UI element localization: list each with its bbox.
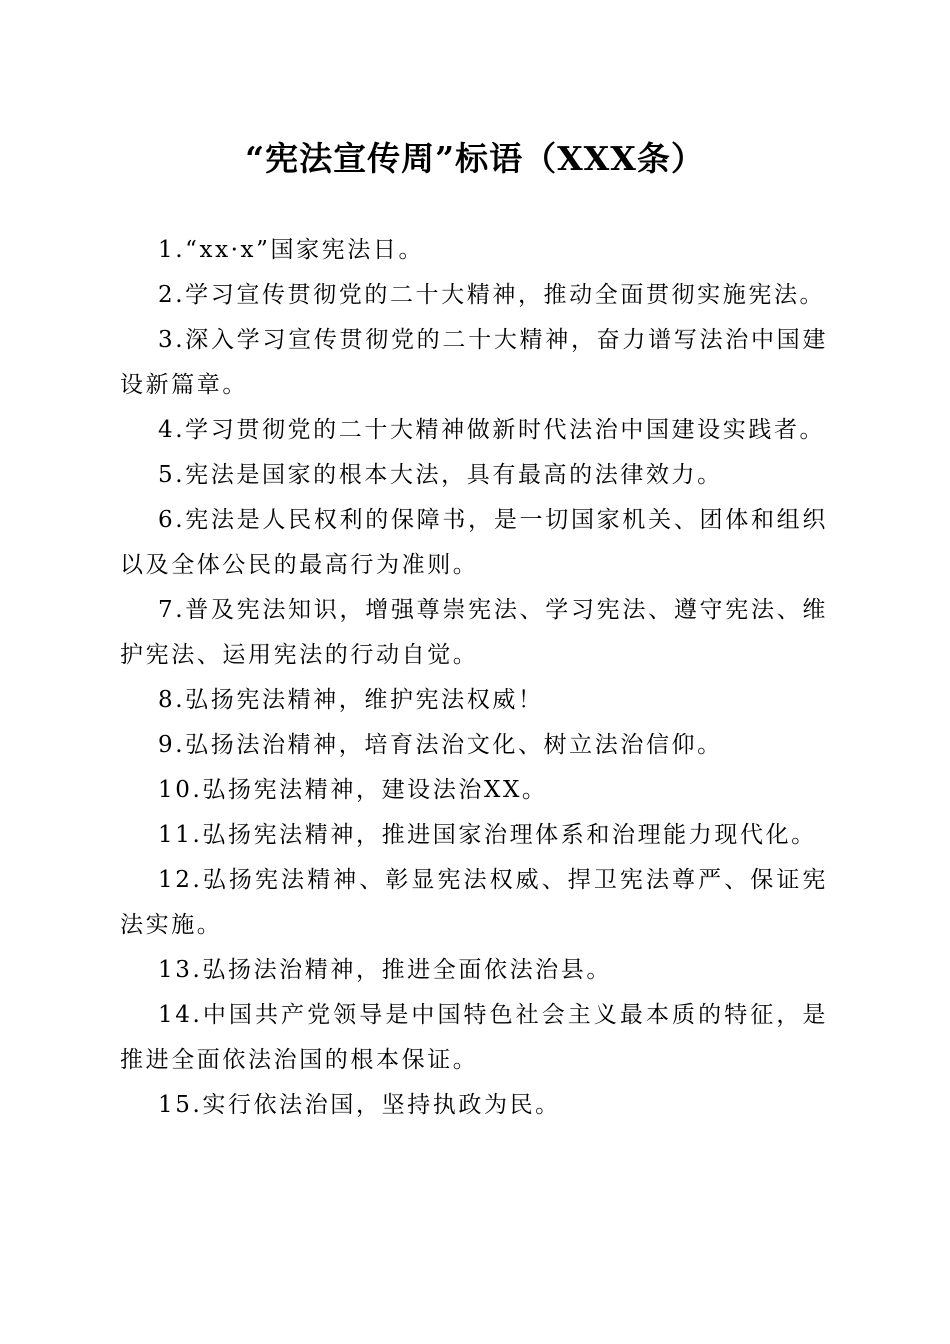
slogan-item-4: 4.学习贯彻党的二十大精神做新时代法治中国建设实践者。 [158,417,826,443]
slogan-item-15: 15.实行依法治国，坚持执政为民。 [158,1092,561,1118]
slogan-item-12: 12.弘扬宪法精神、彰显宪法权威、捍卫宪法尊严、保证宪法实施。 [120,867,828,938]
slogan-item-2: 2.学习宣传贯彻党的二十大精神，推动全面贯彻实施宪法。 [158,282,826,308]
slogan-item-14: 14.中国共产党领导是中国特色社会主义最本质的特征，是推进全面依法治国的根本保证。 [120,1002,828,1073]
slogan-list [120,228,828,1128]
slogan-item-7: 7.普及宪法知识，增强尊崇宪法、学习宪法、遵守宪法、维护宪法、运用宪法的行动自觉。 [120,597,828,668]
slogan-item-11: 11.弘扬宪法精神，推进国家治理体系和治理能力现代化。 [158,822,817,848]
slogan-item-6: 6.宪法是人民权利的保障书，是一切国家机关、团体和组织以及全体公民的最高行为准则。 [120,507,828,578]
slogan-item-1: 1.“xx·x”国家宪法日。 [158,237,425,263]
document-title: “宪法宣传周”标语（XXX条） [245,139,705,178]
slogan-item-3: 3.深入学习宣传贯彻党的二十大精神，奋力谱写法治中国建设新篇章。 [120,327,828,398]
slogan-item-9: 9.弘扬法治精神，培育法治文化、树立法治信仰。 [158,732,723,758]
slogan-item-5: 5.宪法是国家的根本大法，具有最高的法律效力。 [158,462,723,488]
slogan-item-10: 10.弘扬宪法精神，建设法治XX。 [158,777,548,803]
slogan-item-13: 13.弘扬法治精神，推进全面依法治县。 [158,957,612,983]
slogan-item-8: 8.弘扬宪法精神，维护宪法权威！ [158,687,544,713]
